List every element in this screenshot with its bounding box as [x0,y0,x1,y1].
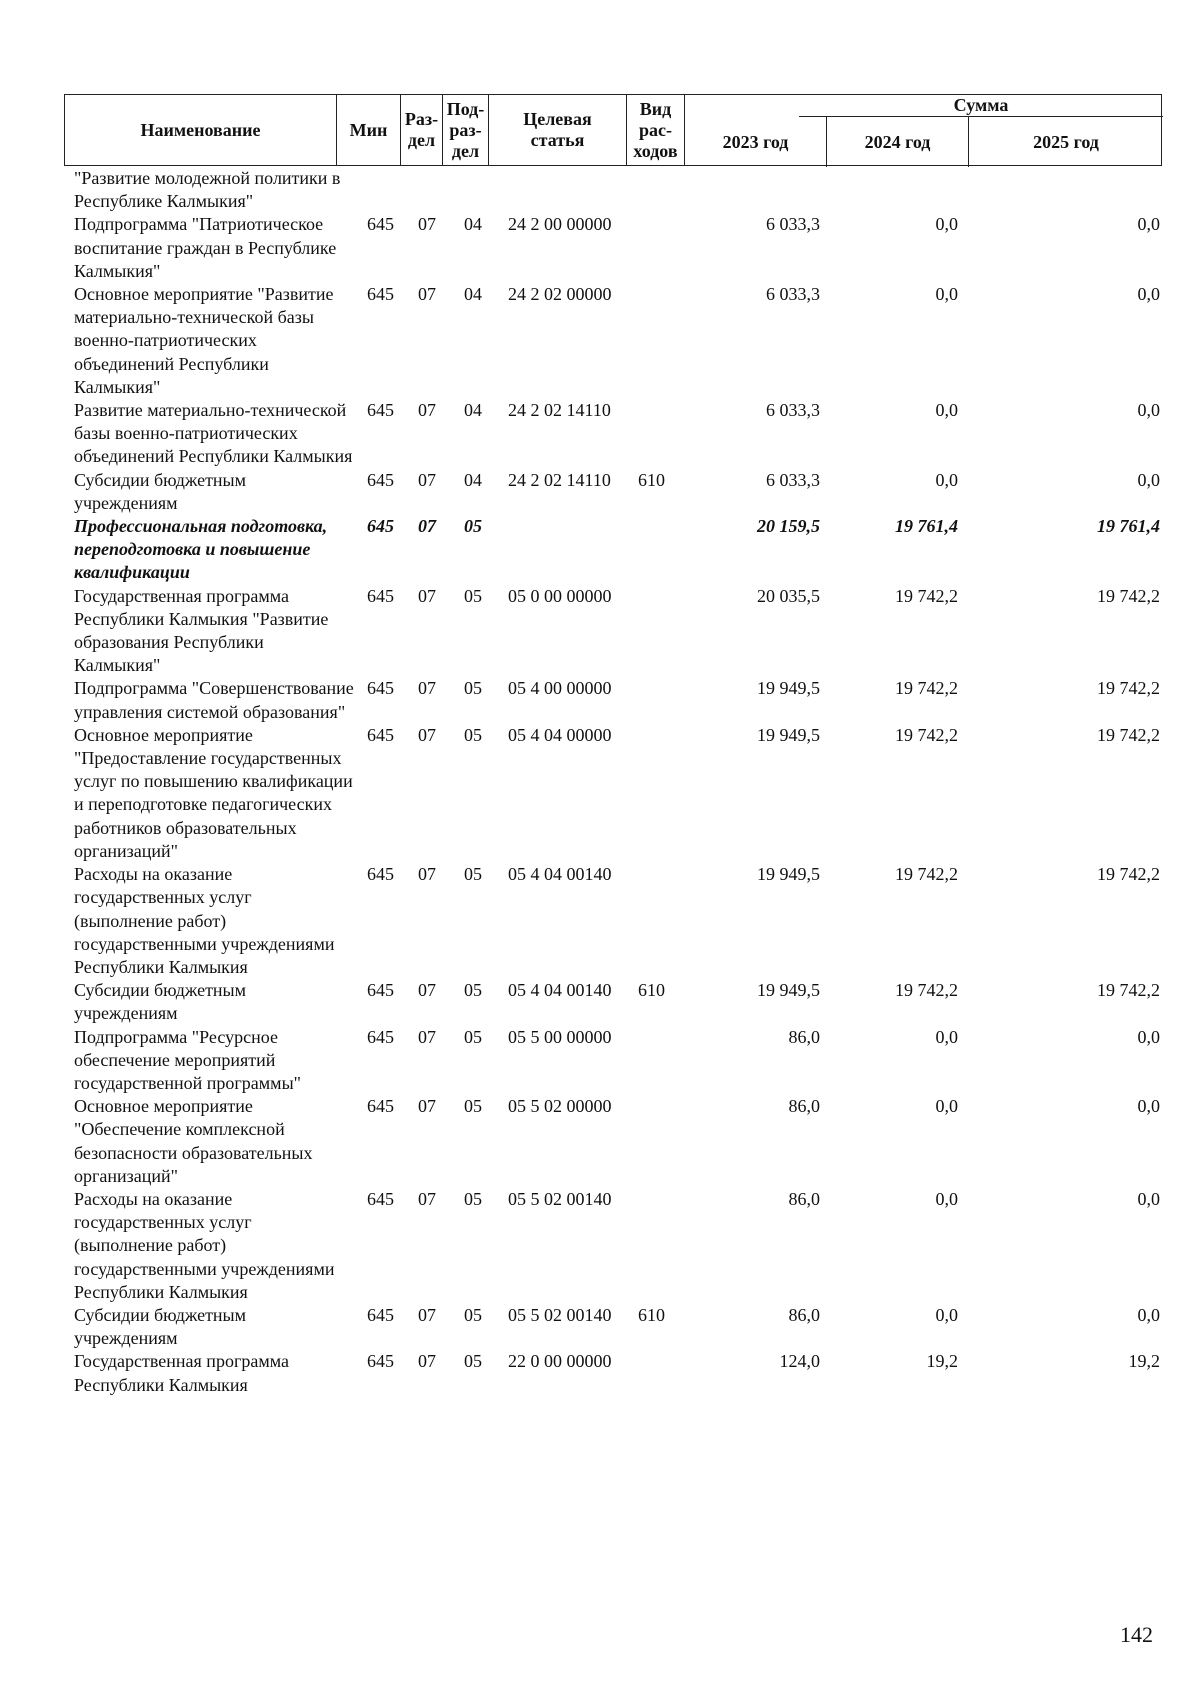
row-y2023: 19 949,5 [757,724,820,745]
row-y2024: 0,0 [935,214,958,235]
row-target: 22 0 00 00000 [508,1351,612,1372]
row-podrazdel: 04 [464,284,482,305]
row-name: Подпрограмма "Совершенствование управления системой образования" [74,678,354,722]
row-name: Государственная программа Республики Калмыкия "Развитие образования Республики Калмыкия" [74,585,329,676]
row-target: 05 0 00 00000 [508,585,612,606]
header-name: Наименование [65,95,337,165]
row-y2023: 19 949,5 [757,864,820,885]
header-podrazdel: Под- раз- дел [443,95,489,165]
row-y2025: 0,0 [1137,400,1160,421]
row-podrazdel: 05 [464,980,482,1001]
row-y2025: 19 742,2 [1097,980,1160,1001]
row-y2024: 19 742,2 [895,864,958,885]
row-y2025: 19 742,2 [1097,585,1160,606]
header-min: Мин [337,95,401,165]
row-y2024: 19 761,4 [895,516,958,537]
row-razdel: 07 [418,678,436,699]
row-podrazdel: 05 [464,1026,482,1047]
row-min: 645 [367,1096,394,1117]
row-name: Расходы на оказание государственных услуг (выполнение работ) государственными учреждениями Республики Калмыкия [74,1188,335,1302]
row-podrazdel: 05 [464,678,482,699]
table-body [64,167,1162,1397]
row-name: Подпрограмма "Патриотическое воспитание граждан в Республике Калмыкия" [74,214,337,281]
header-razdel: Раз- дел [401,95,443,165]
table-row [64,863,1162,979]
row-y2023: 20 159,5 [757,516,820,537]
row-y2024: 19 742,2 [895,678,958,699]
row-name: "Развитие молодежной политики в Республике Калмыкия" [74,168,341,212]
row-y2025: 19 742,2 [1097,724,1160,745]
table-row [64,515,1162,585]
row-min: 645 [367,1304,394,1325]
row-min: 645 [367,516,394,537]
row-y2024: 0,0 [935,284,958,305]
row-podrazdel: 05 [464,724,482,745]
table-row [64,167,1162,213]
page-number: 142 [1120,1622,1153,1647]
row-target: 05 5 02 00140 [508,1304,612,1325]
row-podrazdel: 04 [464,400,482,421]
table-row [64,1095,1162,1188]
table-row [64,585,1162,678]
row-y2023: 20 035,5 [757,585,820,606]
header-2025: 2025 год [1033,131,1099,152]
row-razdel: 07 [418,516,436,537]
row-y2024: 19 742,2 [895,585,958,606]
row-min: 645 [367,400,394,421]
header-target: Целевая статья [489,95,627,165]
row-razdel: 07 [418,724,436,745]
row-y2023: 86,0 [788,1096,820,1117]
row-y2025: 0,0 [1137,469,1160,490]
row-y2024: 0,0 [935,400,958,421]
row-name: Основное мероприятие "Предоставление государственных услуг по повышению квалификации и переподготовке педагогических работников образовательных организаций" [74,724,353,861]
row-podrazdel: 05 [464,1304,482,1325]
row-podrazdel: 04 [464,214,482,235]
row-name: Субсидии бюджетным учреждениям [74,469,247,513]
row-razdel: 07 [418,1026,436,1047]
row-y2024: 19,2 [926,1351,958,1372]
row-razdel: 07 [418,1304,436,1325]
table-row [64,213,1162,283]
row-razdel: 07 [418,1188,436,1209]
row-vid: 610 [638,469,665,490]
row-podrazdel: 04 [464,469,482,490]
header-vid: Вид рас- ходов [627,95,685,165]
header-2024: 2024 год [827,117,969,167]
row-vid: 610 [638,980,665,1001]
table-row [64,283,1162,399]
row-y2025: 0,0 [1137,1304,1160,1325]
row-y2023: 86,0 [788,1304,820,1325]
row-min: 645 [367,1351,394,1372]
table-row [64,677,1162,723]
row-min: 645 [367,864,394,885]
row-target: 05 4 04 00000 [508,724,612,745]
row-min: 645 [367,980,394,1001]
row-y2025: 0,0 [1137,1026,1160,1047]
row-min: 645 [367,724,394,745]
row-y2024: 0,0 [935,1026,958,1047]
row-razdel: 07 [418,469,436,490]
row-y2025: 19 742,2 [1097,864,1160,885]
row-y2024: 0,0 [935,1096,958,1117]
table-header [64,94,1162,166]
row-y2024: 0,0 [935,1188,958,1209]
row-razdel: 07 [418,864,436,885]
table-row [64,1304,1162,1350]
row-razdel: 07 [418,980,436,1001]
row-target: 24 2 02 14110 [508,469,611,490]
row-min: 645 [367,585,394,606]
row-min: 645 [367,214,394,235]
row-y2024: 0,0 [935,1304,958,1325]
row-name: Развитие материально-технической базы военно-патриотических объединений Республики Калмыкия [74,400,353,467]
row-target: 05 5 02 00000 [508,1096,612,1117]
row-min: 645 [367,469,394,490]
row-name: Субсидии бюджетным учреждениям [74,1304,247,1349]
row-name: Основное мероприятие "Обеспечение комплексной безопасности образовательных организаций" [74,1096,313,1186]
row-y2024: 0,0 [935,469,958,490]
row-target: 24 2 00 00000 [508,214,612,235]
row-razdel: 07 [418,585,436,606]
row-y2025: 19,2 [1128,1351,1160,1372]
row-name: Субсидии бюджетным учреждениям [74,980,247,1024]
row-name: Государственная программа Республики Калмыкия [74,1351,289,1395]
row-target: 05 4 04 00140 [508,864,612,885]
row-y2023: 6 033,3 [766,469,820,490]
row-min: 645 [367,678,394,699]
row-min: 645 [367,1026,394,1047]
row-razdel: 07 [418,400,436,421]
row-name: Подпрограмма "Ресурсное обеспечение мероприятий государственной программы" [74,1026,302,1093]
row-target: 05 4 00 00000 [508,678,612,699]
row-name: Основное мероприятие "Развитие материально-технической базы военно-патриотических объединений Республики Калмыкия" [74,284,334,397]
row-y2023: 19 949,5 [757,678,820,699]
row-y2023: 86,0 [788,1026,820,1047]
header-2023: 2023 год [685,117,827,167]
row-target: 24 2 02 14110 [508,400,611,421]
row-min: 645 [367,284,394,305]
row-y2025: 0,0 [1137,284,1160,305]
row-razdel: 07 [418,1096,436,1117]
row-y2023: 6 033,3 [766,284,820,305]
row-y2025: 0,0 [1137,1096,1160,1117]
table-row [64,399,1162,469]
table-row [64,469,1162,515]
row-y2023: 6 033,3 [766,214,820,235]
row-min: 645 [367,1188,394,1209]
table-row [64,1188,1162,1304]
row-razdel: 07 [418,284,436,305]
row-name: Расходы на оказание государственных услуг (выполнение работ) государственными учреждениями Республики Калмыкия [74,864,335,977]
row-target: 05 5 00 00000 [508,1026,612,1047]
row-y2025: 19 761,4 [1097,516,1160,537]
row-target: 24 2 02 00000 [508,284,612,305]
table-row [64,724,1162,863]
row-podrazdel: 05 [464,516,482,537]
row-y2025: 0,0 [1137,1188,1160,1209]
row-razdel: 07 [418,1351,436,1372]
row-podrazdel: 05 [464,585,482,606]
row-name: Профессиональная подготовка, переподготовка и повышение квалификации [74,516,328,583]
row-y2024: 19 742,2 [895,724,958,745]
row-y2023: 6 033,3 [766,400,820,421]
row-y2024: 19 742,2 [895,980,958,1001]
table-row [64,1026,1162,1096]
table-row [64,979,1162,1025]
row-vid: 610 [638,1304,665,1325]
row-y2023: 19 949,5 [757,980,820,1001]
row-podrazdel: 05 [464,864,482,885]
row-podrazdel: 05 [464,1188,482,1209]
row-podrazdel: 05 [464,1096,482,1117]
row-podrazdel: 05 [464,1351,482,1372]
row-y2025: 0,0 [1137,214,1160,235]
row-y2023: 124,0 [779,1351,820,1372]
header-sum: Сумма [799,95,1163,117]
row-target: 05 4 04 00140 [508,980,612,1001]
row-razdel: 07 [418,214,436,235]
row-target: 05 5 02 00140 [508,1188,612,1209]
row-y2023: 86,0 [788,1188,820,1209]
row-y2025: 19 742,2 [1097,678,1160,699]
table-row [64,1350,1162,1396]
